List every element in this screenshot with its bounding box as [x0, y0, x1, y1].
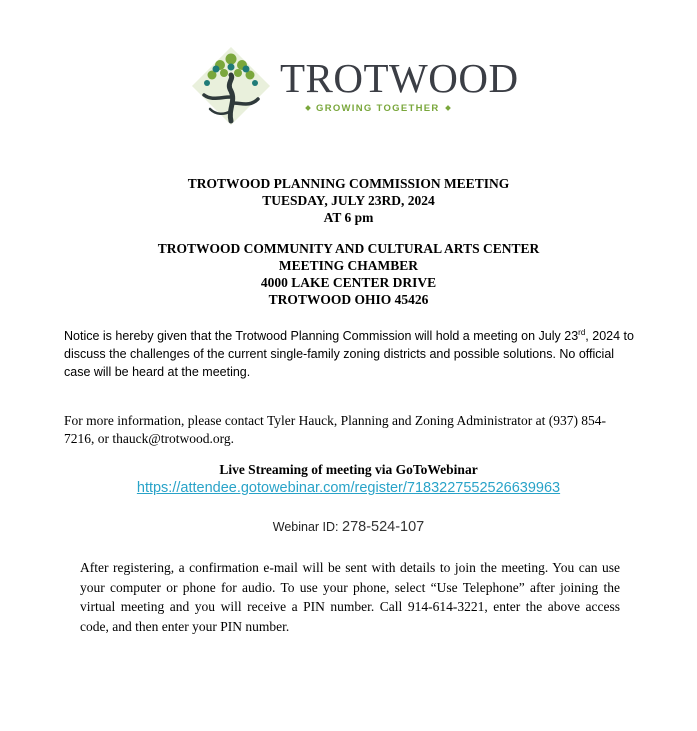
meeting-location	[0, 240, 697, 308]
webinar-id-value: 278-524-107	[342, 519, 425, 535]
webinar-id	[0, 518, 697, 537]
instructions-paragraph: After registering, a confirmation e-mail will be sent with details to join the meeting. You can use your computer or phone for audio. To use your phone, select “Use Telephone” after joining the virtual meeting and you will receive a PIN number. Call 914-614-3221, enter the above access code, and then enter your PIN number.	[80, 560, 620, 634]
streaming-title: Live Streaming of meeting via GoToWebinar	[219, 462, 478, 477]
webinar-id-label: Webinar ID:	[272, 520, 339, 534]
meeting-time: AT 6 pm	[323, 210, 374, 225]
meeting-date: TUESDAY, JULY 23RD, 2024	[262, 193, 435, 208]
meeting-title: TROTWOOD PLANNING COMMISSION MEETING	[187, 176, 510, 191]
diamond-icon	[305, 105, 311, 111]
notice-superscript: rd	[578, 327, 586, 337]
tree-emblem-icon	[190, 45, 272, 127]
logo-tagline	[300, 103, 456, 114]
location-city: TROTWOOD OHIO 45426	[268, 292, 429, 307]
location-street: 4000 LAKE CENTER DRIVE	[260, 275, 437, 290]
diamond-icon	[445, 105, 451, 111]
logo-tagline-text: GROWING TOGETHER	[316, 103, 440, 114]
notice-text-part2: , 2024 to discuss the challenges of the current single-family zoning districts and possible solutions. No official case will be heard at the meeting.	[64, 329, 634, 379]
trotwood-logo	[190, 45, 519, 130]
meeting-header	[0, 175, 697, 226]
location-room: MEETING CHAMBER	[278, 258, 419, 273]
notice-text-part1: Notice is hereby given that the Trotwood Planning Commission will hold a meeting on July 23	[64, 329, 579, 343]
contact-paragraph: For more information, please contact Tyler Hauck, Planning and Zoning Administrator at (937) 854-7216, or thauck@trotwood.org.	[64, 413, 607, 446]
webinar-register-link[interactable]: https://attendee.gotowebinar.com/register/7183227552526639963	[136, 480, 561, 496]
notice-paragraph	[64, 327, 634, 381]
logo-wordmark: TROTWOOD	[280, 55, 519, 101]
location-venue: TROTWOOD COMMUNITY AND CULTURAL ARTS CENTER	[157, 241, 540, 256]
